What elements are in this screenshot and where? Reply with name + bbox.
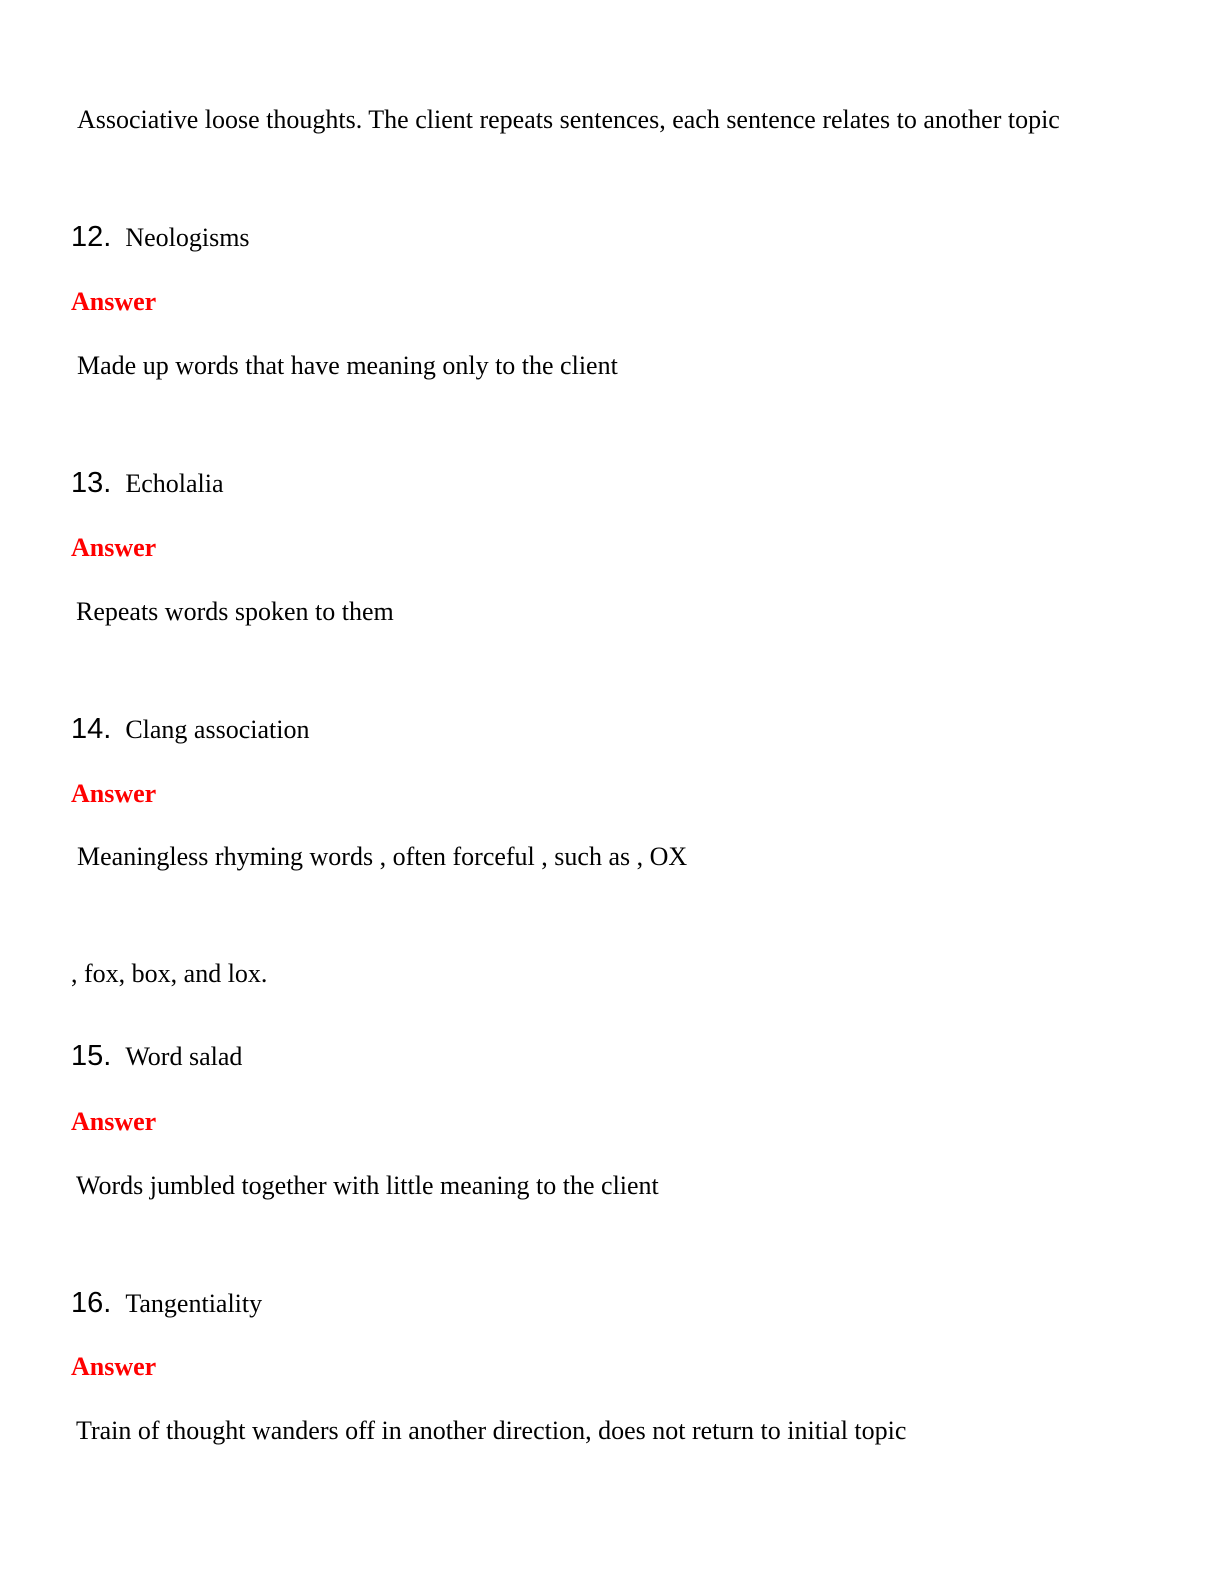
question-number: 14. <box>71 713 112 745</box>
question-term: Echolalia <box>125 469 224 498</box>
question-term: Clang association <box>125 715 310 744</box>
answer-text: Words jumbled together with little meaning to the client <box>76 1171 659 1200</box>
question-number: 13. <box>71 467 112 499</box>
question-term: Neologisms <box>125 223 250 252</box>
question-number: 15. <box>71 1040 112 1072</box>
question-term: Word salad <box>125 1042 243 1071</box>
answer-text: Repeats words spoken to them <box>76 597 394 626</box>
answer-label: Answer <box>71 779 157 808</box>
question-number: 16. <box>71 1287 112 1319</box>
answer-text: Made up words that have meaning only to the client <box>77 351 618 380</box>
intro-answer-text: Associative loose thoughts. The client repeats sentences, each sentence relates to another topic <box>77 105 1060 134</box>
answer-text: Train of thought wanders off in another direction, does not return to initial topic <box>76 1416 907 1445</box>
answer-label: Answer <box>71 533 157 562</box>
question-13-heading <box>71 467 224 500</box>
question-number: 12. <box>71 221 112 253</box>
question-12-heading <box>71 221 250 254</box>
answer-text: Meaningless rhyming words , often forceful , such as , OX <box>77 842 688 871</box>
question-16-heading <box>71 1287 262 1320</box>
question-term: Tangentiality <box>125 1289 263 1318</box>
answer-label: Answer <box>71 287 157 316</box>
question-15-heading <box>71 1040 242 1073</box>
answer-text-continued: , fox, box, and lox. <box>71 959 268 988</box>
answer-label: Answer <box>71 1352 157 1381</box>
answer-label: Answer <box>71 1107 157 1136</box>
question-14-heading <box>71 713 309 746</box>
